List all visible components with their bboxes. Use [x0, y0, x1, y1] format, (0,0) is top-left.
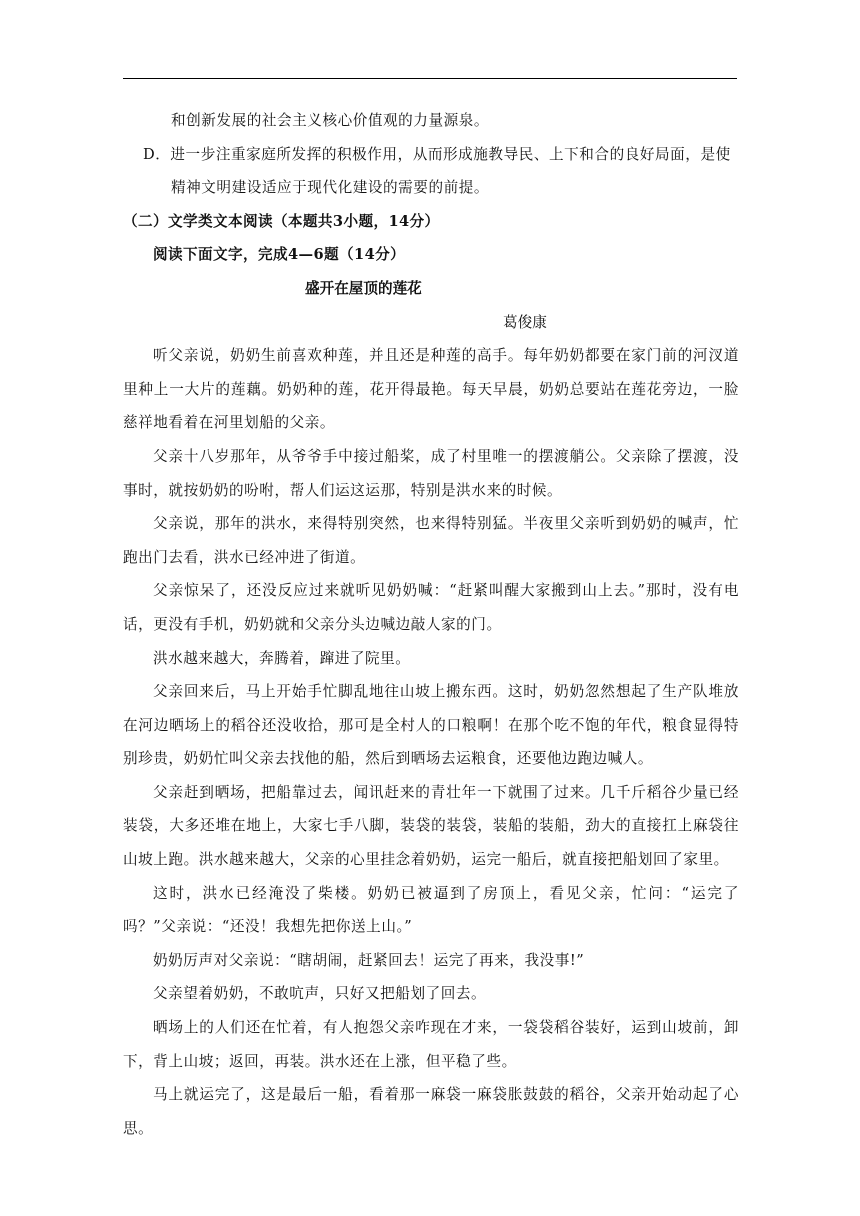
story-paragraph: 父亲赶到晒场，把船靠过去，闻讯赶来的青壮年一下就围了过来。几千斤稻谷少量已经装袋，大多还堆在地上，大家七手八脚，装袋的装袋，装船的装船，劲大的直接扛上麻袋往山坡上跑。洪水越来越大，父亲的心里挂念着奶奶，运完一船后，就直接把船划回了家里。 — [123, 783, 739, 869]
story-title: 盛开在屋顶的莲花 — [305, 279, 422, 297]
option-d-line2: 精神文明建设适应于现代化建设的需要的前提。 — [171, 179, 490, 197]
story-paragraph: 父亲惊呆了，还没反应过来就听见奶奶喊：“赶紧叫醒大家搬到山上去。”那时，没有电话，更没有手机，奶奶就和父亲分头边喊边敲人家的门。 — [123, 582, 739, 633]
story-paragraph: 马上就运完了，这是最后一船，看着那一麻袋一麻袋胀鼓鼓的稻谷，父亲开始动起了心思。 — [123, 1086, 739, 1137]
story-paragraph: 晒场上的人们还在忙着，有人抱怨父亲咋现在才来，一袋袋稻谷装好，运到山坡前，卸下，背上山坡；返回，再装。洪水还在上涨，但平稳了些。 — [123, 1019, 739, 1070]
option-c-continuation: 和创新发展的社会主义核心价值观的力量源泉。 — [171, 112, 490, 129]
story-paragraph: 奶奶厉声对父亲说：“瞎胡闹，赶紧回去！运完了再来，我没事!” — [153, 951, 585, 969]
story-paragraph: 这时，洪水已经淹没了柴楼。奶奶已被逼到了房顶上，看见父亲，忙问：“运完了吗？”父亲说：“还没！我想先把你送上山。” — [123, 884, 739, 936]
story-author: 葛俊康 — [503, 313, 547, 331]
story-paragraph: 父亲说，那年的洪水，来得特别突然，也来得特别猛。半夜里父亲听到奶奶的喊声，忙跑出门去看，洪水已经冲进了街道。 — [123, 515, 739, 566]
option-d-label: D． — [143, 145, 171, 163]
page-content — [123, 104, 739, 1145]
story-paragraph: 父亲十八岁那年，从爷爷手中接过船桨，成了村里唯一的摆渡艄公。父亲除了摆渡，没事时，就按奶奶的吩咐，帮人们运这运那，特别是洪水来的时候。 — [123, 447, 739, 499]
story-paragraph: 洪水越来越大，奔腾着，蹿进了院里。 — [153, 649, 411, 667]
header-rule — [123, 78, 737, 79]
section-heading: （二）文学类文本阅读（本题共3小题，14分） — [123, 212, 440, 230]
story-paragraph: 父亲回来后，马上开始手忙脚乱地往山坡上搬东西。这时，奶奶忽然想起了生产队堆放在河边晒场上的稻谷还没收拾，那可是全村人的口粮啊！在那个吃不饱的年代，粮食显得特别珍贵，奶奶忙叫父亲去找他的船，然后到晒场去运粮食，还要他边跑边喊人。 — [123, 683, 739, 768]
section-instruction: 阅读下面文字，完成4—6题（14分） — [153, 246, 406, 264]
story-paragraph: 听父亲说，奶奶生前喜欢种莲，并且还是种莲的高手。每年奶奶都要在家门前的河汊道里种上一大片的莲藕。奶奶种的莲，花开得最艳。每天早晨，奶奶总要站在莲花旁边，一脸慈祥地看着在河里划船的父亲。 — [123, 347, 739, 432]
option-d-line1: 进一步注重家庭所发挥的积极作用，从而形成施教导民、上下和合的良好局面，是使 — [170, 145, 731, 163]
story-paragraph: 父亲望着奶奶，不敢吭声，只好又把船划了回去。 — [153, 985, 487, 1003]
option-d — [123, 138, 739, 172]
